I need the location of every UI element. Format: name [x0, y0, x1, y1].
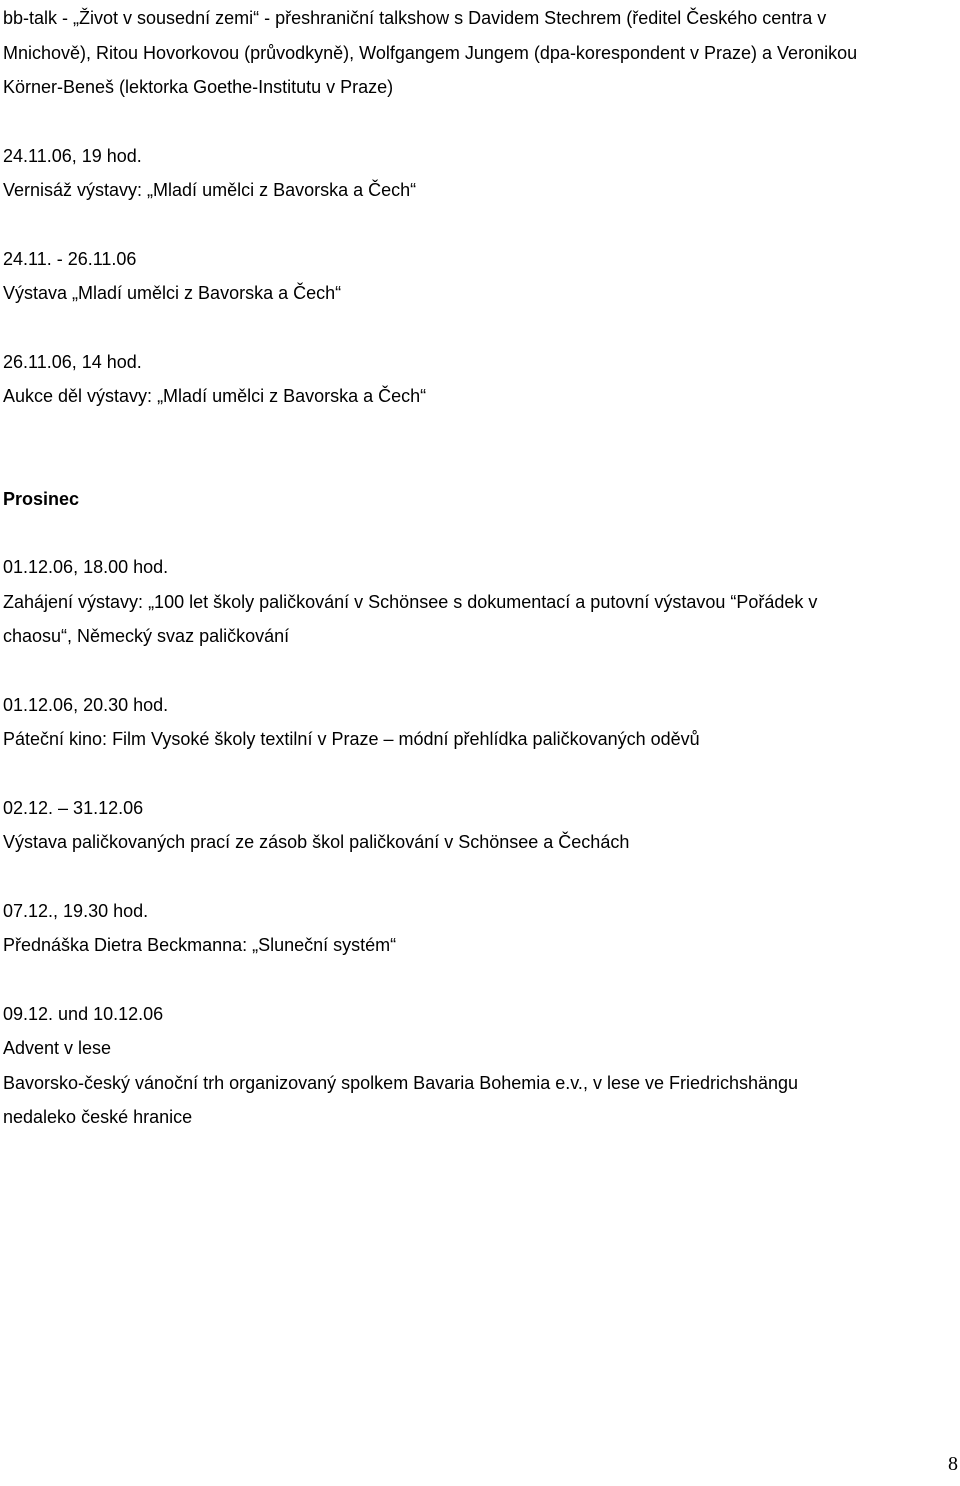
intro-line-3: Körner-Beneš (lektorka Goethe-Institutu v Praze): [3, 77, 394, 97]
event-advent-market: [3, 997, 948, 1135]
event-title-line: nedaleko české hranice: [3, 1107, 193, 1127]
event-exhibition: [3, 242, 948, 311]
event-title: Výstava „Mladí umělci z Bavorska a Čech“: [3, 283, 342, 303]
event-lecture: [3, 894, 948, 963]
event-friday-cinema: [3, 688, 948, 757]
document-page: [3, 0, 948, 1135]
event-date: 09.12. und 10.12.06: [3, 1003, 164, 1024]
event-lace-exhibition: [3, 791, 948, 860]
event-date: 24.11.06, 19 hod.: [3, 145, 142, 166]
event-vernisage: [3, 139, 948, 208]
page-number: 8: [948, 1453, 958, 1475]
event-date: 07.12., 19.30 hod.: [3, 900, 149, 921]
intro-line-2: Mnichově), Ritou Hovorkovou (průvodkyně), Wolfgangem Jungem (dpa-korespondent v Praze) a Veronikou: [3, 42, 858, 63]
event-title-line: chaosu“, Německý svaz paličkování: [3, 626, 290, 646]
event-title-line: Přednáška Dietra Beckmanna: „Sluneční systém“: [3, 935, 397, 955]
event-title-line: Výstava paličkovaných prací ze zásob škol paličkování v Schönsee a Čechách: [3, 832, 630, 852]
event-date: 02.12. – 31.12.06: [3, 797, 144, 818]
event-auction: [3, 345, 948, 414]
event-title-line: Páteční kino: Film Vysoké školy textilní v Praze – módní přehlídka paličkovaných oděvů: [3, 729, 700, 749]
event-date: 26.11.06, 14 hod.: [3, 351, 142, 372]
intro-line-1: bb-talk - „Život v sousední zemi“ - přeshraniční talkshow s Davidem Stechrem (ředitel Českého centra v: [3, 8, 827, 28]
event-lace-school-opening: [3, 550, 948, 654]
event-date: 01.12.06, 20.30 hod.: [3, 694, 169, 715]
event-title-line: Zahájení výstavy: „100 let školy paličkování v Schönsee s dokumentací a putovní výstavou “Pořádek v: [3, 591, 818, 612]
intro-paragraph: [3, 0, 948, 105]
event-title-line: Bavorsko-český vánoční trh organizovaný spolkem Bavaria Bohemia e.v., v lese ve Friedrichshängu: [3, 1072, 799, 1093]
event-date: 01.12.06, 18.00 hod.: [3, 557, 169, 577]
section-heading-december: Prosinec: [3, 488, 80, 509]
event-title: Vernisáž výstavy: „Mladí umělci z Bavorska a Čech“: [3, 180, 417, 200]
event-date: 24.11. - 26.11.06: [3, 248, 137, 269]
event-title: Aukce děl výstavy: „Mladí umělci z Bavorska a Čech“: [3, 386, 427, 406]
event-title-line: Advent v lese: [3, 1038, 112, 1058]
